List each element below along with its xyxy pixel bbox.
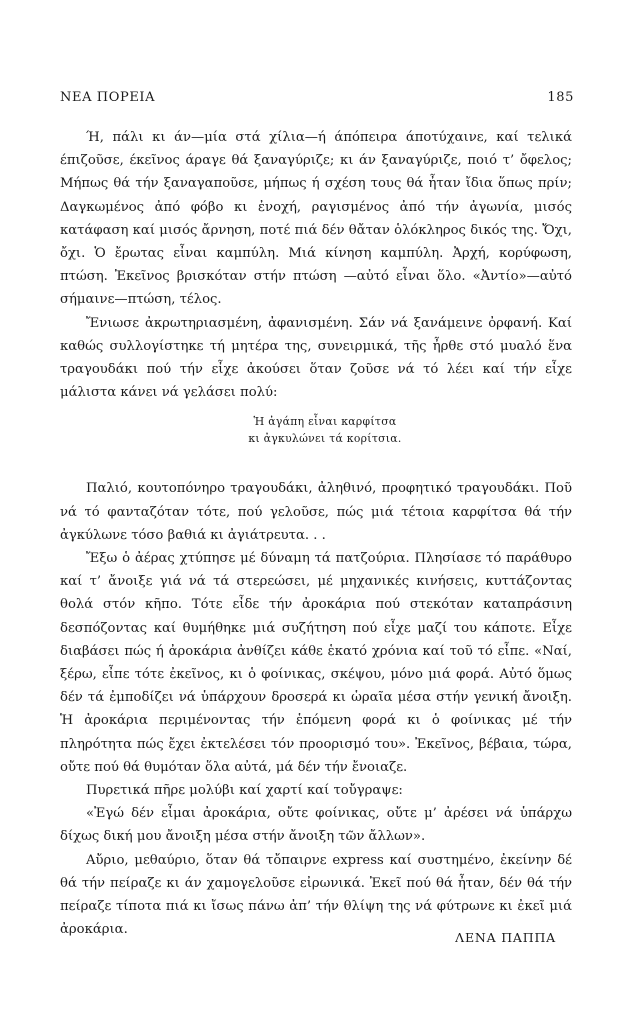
paragraph: Παλιό, κουτοπόνηρο τραγουδάκι, ἀληθινό, προφητικό τραγουδάκι. Ποῦ νά τό φανταζόταν τότε, πού γελοῦσε, πώς μιά τέτοια καρφίτσα θά τήν ἀγκύλωνε τόσο βαθιά κι ἀγιάτρευτα. . . <box>60 481 572 543</box>
verse-quote <box>78 413 572 447</box>
page-number: 185 <box>547 90 574 105</box>
paragraph: Αὔριο, μεθαύριο, ὅταν θά τὄπαιρνε express καί συστημένο, ἐκείνην δέ θά τήν πείραζε κι άν χαμογελοῦσε εἰρωνικά. Ἐκεῖ πού θά ἦταν, δέν θά τήν πείραζε τίποτα πιά κι ἴσως πάνω ἀπ’ τήν θλίψη της νά φύτρωνε κι ἐκεῖ μιά ἀροκάρια. <box>60 852 572 938</box>
author-signature: ΛΕΝΑ ΠΑΠΠΑ <box>455 930 556 945</box>
paragraph: Ή, πάλι κι άν—μία στά χίλια—ή άπόπειρα άποτύχαινε, καί τελικά έπιζοῦσε, έκεῖνος άραγε θά ξαναγύριζε; κι άν ξαναγύριζε, ποιό τ’ ὄφελος; Μήπως θά τήν ξαναγαποῦσε, μήπως ή σχέση τους θά ἦταν ἴδια ὅπως πρίν; Δαγκωμένος ἀπό φόβο κι ἐνοχή, ραγισμένος ἀπό τήν ἀγωνία, μισός κατάφαση καί μισός ἄρνηση, ποτέ πιά δέν θἄταν ὁλόκληρος δικός της. Ὄχι, ὄχι. Ὁ ἔρωτας εἶναι καμπύλη. Μιά κίνηση καμπύλη. Ἀρχή, κορύφωση, πτώση. Ἐκεῖνος βρισκόταν στήν πτώση —αὐτό εἶναι ὅλο. «Ἀντίο»—αὐτό σήμαινε—πτώση, τέλος. <box>60 130 572 308</box>
paragraph: Ἔνιωσε ἀκρωτηριασμένη, ἀφανισμένη. Σάν νά ξανάμεινε ὀρφανή. Καί καθώς συλλογίστηκε τή μητέρα της, συνειρμικά, τῆς ἦρθε στό μυαλό ἕνα τραγουδάκι πού τήν εἶχε ἀκούσει ὅταν ζοῦσε νά τό λέει καί τήν εἶχε μάλιστα κάνει νά γελάσει πολύ: <box>60 315 572 401</box>
body-text <box>60 126 572 942</box>
running-head <box>60 90 574 105</box>
paragraph: «Ἐγώ δέν εἶμαι ἀροκάρια, οὔτε φοίνικας, οὔτε μ’ ἀρέσει νά ὑπάρχω δίχως δική μου ἄνοιξη μέσα στήν ἄνοιξη τῶν ἄλλων». <box>60 806 572 845</box>
paragraph: Ἔξω ὁ ἀέρας χτύπησε μέ δύναμη τά πατζούρια. Πλησίασε τό παράθυρο καί τ’ ἄνοιξε γιά νά τά στερεώσει, μέ μηχανικές κινήσεις, κυττάζοντας θολά στόν κῆπο. Τότε εἶδε τήν ἀροκάρια πού στεκόταν καταπράσινη δεσπόζοντας καί θυμήθηκε μιά συζήτηση πού εἶχε μαζί του κάποτε. Εἶχε διαβάσει πώς ή ἀροκάρια ἀνθίζει κάθε ἑκατό χρόνια καί τοῦ τό εἶπε. «Ναί, ξέρω, εἶπε τότε ἐκεῖνος, κι ὁ φοίνικας, σκέψου, μόνο μιά φορά. Αὐτό ὅμως δέν τά ἐμποδίζει νά ὑπάρχουν δροσερά κι ὡραῖα μέσα στήν γενική ἄνοιξη. Ἡ ἀροκάρια περιμένοντας τήν ἑπόμενη φορά κι ὁ φοίνικας μέ τήν πληρότητα πώς ἔχει ἐκτελέσει τόν προορισμό του». Ἐκεῖνος, βέβαια, τώρα, οὔτε πού θά θυμόταν ὅλα αὐτά, μά δέν τήν ἔνοιαζε. <box>60 551 572 775</box>
verse-line: Ἡ ἀγάπη εἶναι καρφίτσα <box>253 415 397 429</box>
verse-line: κι ἀγκυλώνει τά κορίτσια. <box>248 432 402 446</box>
paragraph: Πυρετικά πῆρε μολύβι καί χαρτί καί τοὔγραψε: <box>86 783 403 799</box>
journal-title: ΝΕΑ ΠΟΡΕΙΑ <box>60 90 156 105</box>
